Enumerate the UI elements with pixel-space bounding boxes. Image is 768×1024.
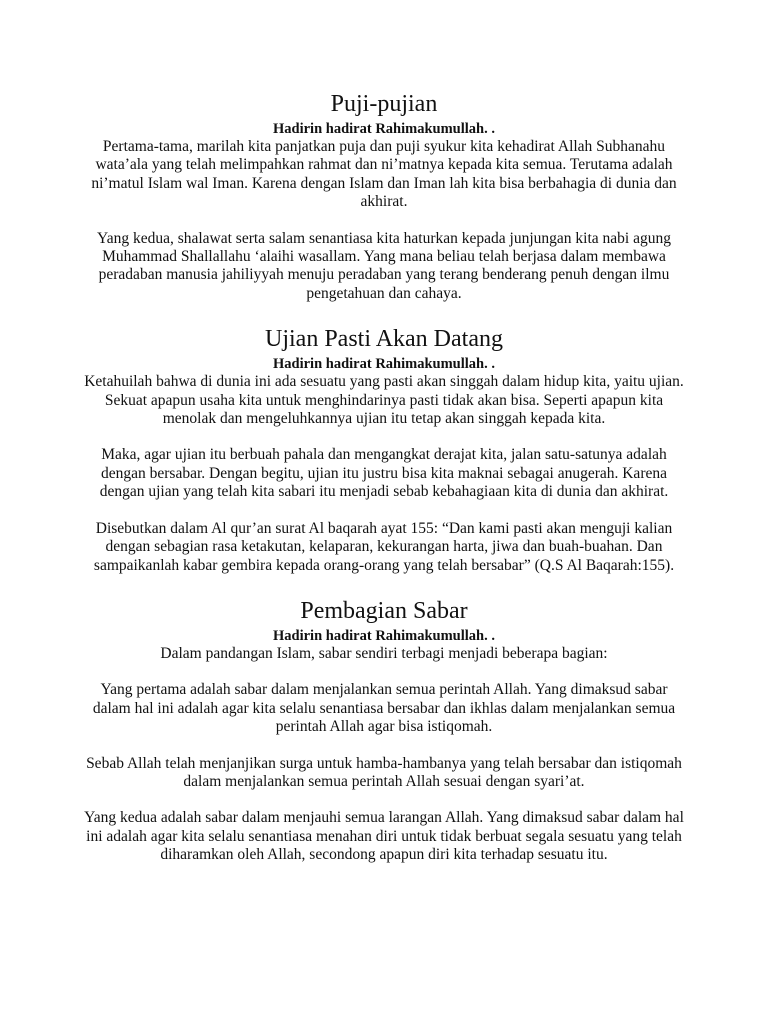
paragraph-gap bbox=[80, 212, 688, 230]
paragraph: Disebutkan dalam Al qur’an surat Al baqarah ayat 155: “Dan kami pasti akan menguji kalian dengan sebagian rasa ketakutan, kelaparan, kekurangan harta, jiwa dan buah-buahan. Dan sampaikanlah kabar gembira kepada orang-orang yang telah bersabar” (Q.S Al Baqarah:155). bbox=[93, 519, 675, 574]
paragraph: Yang pertama adalah sabar dalam menjalankan semua perintah Allah. Yang dimaksud sabar dalam hal ini adalah agar kita selalu senantiasa bersabar dan ikhlas dalam menjalankan semua perintah Allah agar bisa istiqomah. bbox=[92, 681, 676, 736]
section-title: Puji-pujian bbox=[330, 91, 438, 117]
paragraph-gap bbox=[80, 502, 688, 520]
paragraph-gap bbox=[80, 428, 688, 446]
section-title: Pembagian Sabar bbox=[300, 597, 468, 624]
section-puji-pujian bbox=[80, 90, 688, 303]
greeting: Hadirin hadirat Rahimakumullah. . bbox=[273, 627, 495, 644]
paragraph: Pertama-tama, marilah kita panjatkan puja dan puji syukur kita kehadirat Allah Subhanahu wata’ala yang telah melimpahkan rahmat dan ni’matnya kepada kita semua. Terutama adalah ni’matul Islam wal Iman. Karena dengan Islam dan Iman lah kita bisa berbahagia di dunia dan akhirat. bbox=[91, 138, 677, 211]
paragraph: Yang kedua adalah sabar dalam menjauhi semua larangan Allah. Yang dimaksud sabar dalam hal ini adalah agar kita selalu senantiasa menahan diri untuk tidak berbuat segala sesuatu yang telah diharamkan oleh Allah, secondong apapun diri kita terhadap sesuatu itu. bbox=[84, 809, 684, 864]
greeting: Hadirin hadirat Rahimakumullah. . bbox=[273, 121, 495, 137]
greeting: Hadirin hadirat Rahimakumullah. . bbox=[273, 356, 495, 373]
paragraph: Maka, agar ujian itu berbuah pahala dan mengangkat derajat kita, jalan satu-satunya adalah dengan bersabar. Dengan begitu, ujian itu justru bisa kita maknai sebagai anugerah. Karena dengan ujian yang telah kita sabari itu menjadi sebab kebahagiaan kita di dunia dan akhirat. bbox=[99, 446, 669, 501]
section-title: Ujian Pasti Akan Datang bbox=[265, 326, 503, 353]
paragraph-gap bbox=[80, 737, 688, 755]
paragraph: Sebab Allah telah menjanjikan surga untuk hamba-hambanya yang telah bersabar dan istiqomah dalam menjalankan semua perintah Allah sesuai dengan syari’at. bbox=[86, 754, 682, 790]
paragraph-gap bbox=[80, 663, 688, 681]
paragraph: Dalam pandangan Islam, sabar sendiri terbagi menjadi beberapa bagian: bbox=[160, 644, 608, 662]
section-pembagian-sabar bbox=[80, 597, 688, 865]
paragraph: Yang kedua, shalawat serta salam senantiasa kita haturkan kepada junjungan kita nabi agung Muhammad Shallallahu ‘alaihi wasallam. Yang mana beliau telah berjasa dalam membawa peradaban manusia jahiliyyah menuju peradaban yang terang benderang penuh dengan ilmu pengetahuan dan cahaya. bbox=[97, 229, 671, 302]
paragraph: Ketahuilah bahwa di dunia ini ada sesuatu yang pasti akan singgah dalam hidup kita, yaitu ujian. Sekuat apapun usaha kita untuk menghindarinya pasti tidak akan bisa. Seperti apapun kita menolak dan mengeluhkannya ujian itu tetap akan singgah kepada kita. bbox=[84, 373, 684, 428]
paragraph-gap bbox=[80, 791, 688, 809]
section-ujian-pasti-akan-datang bbox=[80, 325, 688, 575]
